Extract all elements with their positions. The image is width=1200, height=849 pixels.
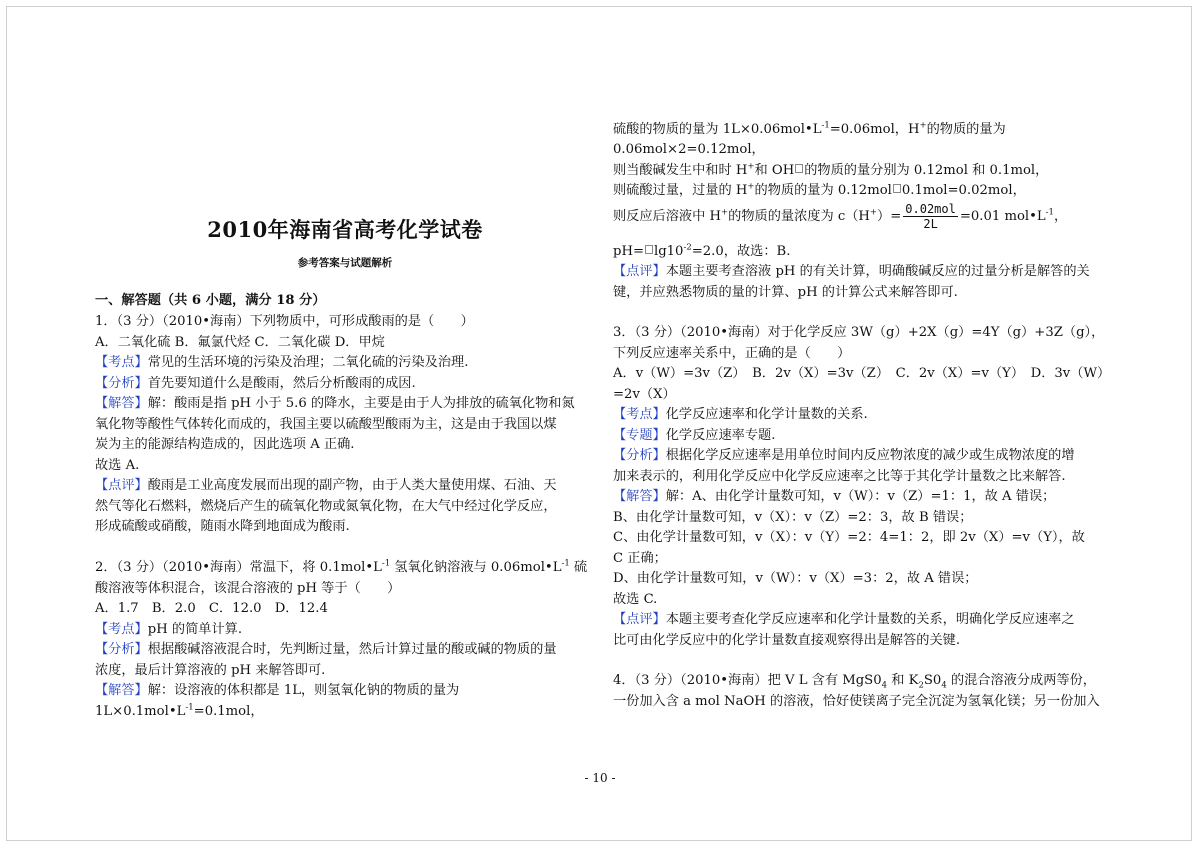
- superscript: +: [919, 120, 927, 131]
- q3-kaodian: [613, 406, 868, 423]
- tag-jieda: 【解答】: [613, 489, 666, 504]
- q2-calc-part: 0.1mol=0.02mol，: [901, 183, 1026, 198]
- tag-fenxi: 【分析】: [95, 376, 148, 391]
- q1-fenxi: [95, 375, 416, 392]
- fraction: [903, 202, 958, 231]
- superscript: -1: [1045, 207, 1054, 218]
- page-number: - 10 -: [584, 771, 616, 785]
- q1-kaodian-text: 常见的生活环境的污染及治理；二氧化硫的污染及治理.: [147, 355, 469, 370]
- missing-glyph-icon: [795, 164, 803, 173]
- q2-options: A．1.7 B．2.0 C．12.0 D．12.4: [95, 601, 328, 616]
- q3-jieda-1: [613, 488, 1055, 505]
- q2-stem-part: 2．（3 分）（2010•海南）常温下，将 0.1mol•L: [95, 560, 382, 575]
- tag-dianping: 【点评】: [613, 612, 666, 627]
- q2-dianping-2: 键，并应熟悉物质的量的计算、pH 的计算公式来解答即可.: [613, 285, 958, 300]
- q2-calc-part: ）=: [877, 209, 902, 224]
- q1-dianping-1: [95, 477, 557, 494]
- q2-calc-6: [613, 243, 790, 260]
- q2-calc-part: 的物质的量分别为 0.12mol 和 0.1mol，: [804, 163, 1049, 178]
- q2-jieda-1: [95, 682, 459, 699]
- q2-calc-part: 则反应后溶液中 H: [613, 209, 722, 224]
- q1-options: A．二氧化硫 B．氟氯代烃 C．二氧化碳 D．甲烷: [95, 335, 385, 350]
- q2-calc-part: 和 OH: [754, 163, 795, 178]
- q2-calc-part: =0.01 mol•L: [959, 209, 1046, 224]
- q2-stem-1: [95, 559, 587, 576]
- q2-calc-5: [613, 202, 1067, 236]
- q1-jieda-text: 解：酸雨是指 pH 小于 5.6 的降水，主要是由于人为排放的硫氧化物和氮: [147, 396, 575, 411]
- tag-zhuanti: 【专题】: [613, 428, 666, 443]
- q2-stem-2: 酸溶液等体积混合，该混合溶液的 pH 等于（ ）: [95, 581, 401, 596]
- q3-jieda-6: 故选 C.: [613, 592, 658, 607]
- superscript: -2: [683, 242, 692, 253]
- q1-dianping-3: 形成硫酸或硝酸，随雨水降到地面成为酸雨.: [95, 519, 350, 534]
- tag-jieda: 【解答】: [95, 396, 148, 411]
- superscript: +: [747, 181, 755, 192]
- q1-dianping-text: 酸雨是工业高度发展而出现的副产物，由于人类大量使用煤、石油、天: [147, 478, 557, 493]
- q2-kaodian-text: pH 的简单计算.: [147, 622, 243, 637]
- q3-dianping-text: 本题主要考查化学反应速率和化学计量数的关系，明确化学反应速率之: [665, 612, 1075, 627]
- superscript: +: [721, 207, 729, 218]
- q1-jieda-3: 炭为主的能源结构造成的，因此选项 A 正确.: [95, 437, 355, 452]
- q3-dianping-1: [613, 611, 1075, 628]
- q2-fenxi-text: 根据酸碱溶液混合时，先判断过量，然后计算过量的酸或碱的物质的量: [147, 642, 557, 657]
- q1-jieda-1: [95, 395, 575, 412]
- q4-stem-part: 和 K: [891, 673, 919, 688]
- q3-zhuanti-text: 化学反应速率专题.: [665, 428, 776, 443]
- tag-kaodian: 【考点】: [613, 407, 666, 422]
- tag-fenxi: 【分析】: [95, 642, 148, 657]
- missing-glyph-icon: [893, 184, 901, 193]
- q3-fenxi-2: 加来表示的，利用化学反应中化学反应速率之比等于其化学计量数之比来解答.: [613, 469, 1066, 484]
- fraction-denominator: 2L: [923, 217, 938, 231]
- section-heading: 一、解答题（共 6 小题，满分 18 分）: [95, 293, 326, 308]
- subscript: 4: [881, 680, 888, 691]
- q3-options-2: =2v（X）: [613, 387, 676, 402]
- q3-options-1: A．v（W）=3v（Z） B．2v（X）=3v（Z） C．2v（X）=v（Y） D．3v（W）: [613, 366, 1111, 381]
- q2-calc-part: =0.1mol，: [193, 704, 264, 719]
- q2-kaodian: [95, 621, 242, 638]
- q3-dianping-2: 比可由化学反应中的化学计量数直接观察得出是解答的关键.: [613, 633, 961, 648]
- q1-jieda-2: 氧化物等酸性气体转化而成的，我国主要以硫酸型酸雨为主，这是由于我国以煤: [95, 417, 557, 432]
- q3-stem-1: 3．（3 分）（2010•海南）对于化学反应 3W（g）+2X（g）=4Y（g）+3Z（g），: [613, 325, 1105, 340]
- q3-jieda-2: B、由化学计量数可知，v（X）：v（Z）=2：3，故 B 错误；: [613, 510, 973, 525]
- superscript: +: [747, 161, 755, 172]
- superscript: +: [869, 207, 878, 218]
- tag-fenxi: 【分析】: [613, 448, 666, 463]
- q2-calc-part: 的物质的量为: [926, 122, 1006, 137]
- q3-jieda-4: C 正确；: [613, 551, 667, 566]
- superscript: -1: [185, 702, 194, 713]
- q4-stem-part: S0: [923, 673, 942, 688]
- q2-calc-part: 硫酸的物质的量为 1L×0.06mol•L: [613, 122, 822, 137]
- q2-calc-2: 0.06mol×2=0.12mol，: [613, 142, 765, 157]
- q2-fenxi-2: 浓度，最后计算溶液的 pH 来解答即可.: [95, 663, 326, 678]
- q2-calc-part: ，: [1053, 209, 1068, 224]
- page-subtitle: 参考答案与试题解析: [297, 257, 393, 269]
- tag-kaodian: 【考点】: [95, 355, 148, 370]
- q2-stem-part: 硫: [573, 560, 588, 575]
- q2-stem-part: 氢氧化钠溶液与 0.06mol•L: [394, 560, 562, 575]
- q2-calc-part: 的物质的量浓度为 c（H: [728, 209, 870, 224]
- q2-calc-part: =0.06mol，H: [829, 122, 920, 137]
- q3-jieda-5: D、由化学计量数可知，v（W）：v（X）=3：2，故 A 错误；: [613, 571, 978, 586]
- q2-dianping-1: [613, 263, 1090, 280]
- q2-calc-part: 则硫酸过量，过量的 H: [613, 183, 748, 198]
- q3-kaodian-text: 化学反应速率和化学计量数的关系.: [665, 407, 868, 422]
- tag-jieda: 【解答】: [95, 683, 148, 698]
- superscript: -1: [821, 120, 830, 131]
- q2-jieda-text: 解：设溶液的体积都是 1L，则氢氧化钠的物质的量为: [147, 683, 460, 698]
- q2-calc-part: pH=: [613, 244, 644, 259]
- q1-stem: 1．（3 分）（2010•海南）下列物质中，可形成酸雨的是（ ）: [95, 314, 474, 329]
- q3-jieda-text: 解：A、由化学计量数可知，v（W）：v（Z）=1：1，故 A 错误；: [665, 489, 1056, 504]
- subscript: 4: [941, 680, 947, 691]
- q2-calc-part: 1L×0.1mol•L: [95, 704, 186, 719]
- q4-stem-2: 一份加入含 a mol NaOH 的溶液，恰好使镁离子完全沉淀为氢氧化镁；另一份加入: [613, 694, 1100, 709]
- tag-dianping: 【点评】: [95, 478, 148, 493]
- q3-zhuanti: [613, 427, 775, 444]
- subscript: 2: [918, 680, 924, 691]
- q2-calc-part: 则当酸碱发生中和时 H: [613, 163, 748, 178]
- q1-jieda-4: 故选 A.: [95, 458, 140, 473]
- fraction-numerator: 0.02mol: [905, 202, 956, 216]
- q4-stem-part: 4．（3 分）（2010•海南）把 V L 含有 MgS0: [613, 673, 882, 688]
- q3-stem-2: 下列反应速率关系中，正确的是（ ）: [613, 346, 851, 361]
- q3-jieda-3: C、由化学计量数可知，v（X）：v（Y）=2：4=1：2，即 2v（X）=v（Y），故: [613, 530, 1085, 545]
- q2-calc-part: lg10: [654, 244, 684, 259]
- q1-dianping-2: 然气等化石燃料，燃烧后产生的硫氧化物或氮氧化物，在大气中经过化学反应，: [95, 499, 557, 514]
- q3-fenxi-1: [613, 447, 1075, 464]
- tag-dianping: 【点评】: [613, 264, 666, 279]
- q2-calc-part: =2.0，故选：B.: [691, 244, 791, 259]
- q2-fenxi-1: [95, 641, 557, 658]
- tag-kaodian: 【考点】: [95, 622, 148, 637]
- q2-calc-part: 的物质的量为 0.12mol: [754, 183, 892, 198]
- q4-stem-1: [613, 672, 1096, 689]
- superscript: -1: [381, 558, 391, 569]
- missing-glyph-icon: [645, 245, 653, 254]
- q2-calc-4: [613, 182, 1026, 199]
- q2-calc-1: [613, 121, 1006, 138]
- superscript: -1: [561, 558, 570, 569]
- q4-stem-part: 的混合溶液分成两等份，: [950, 673, 1096, 688]
- q1-kaodian: [95, 354, 468, 371]
- q2-jieda-2: [95, 703, 264, 720]
- page-title: 2010年海南省高考化学试卷: [207, 217, 483, 242]
- q2-dianping-text: 本题主要考查溶液 pH 的有关计算，明确酸碱反应的过量分析是解答的关: [665, 264, 1090, 279]
- q1-fenxi-text: 首先要知道什么是酸雨，然后分析酸雨的成因.: [147, 376, 416, 391]
- q3-fenxi-text: 根据化学反应速率是用单位时间内反应物浓度的减少或生成物浓度的增: [665, 448, 1075, 463]
- q2-calc-3: [613, 162, 1048, 179]
